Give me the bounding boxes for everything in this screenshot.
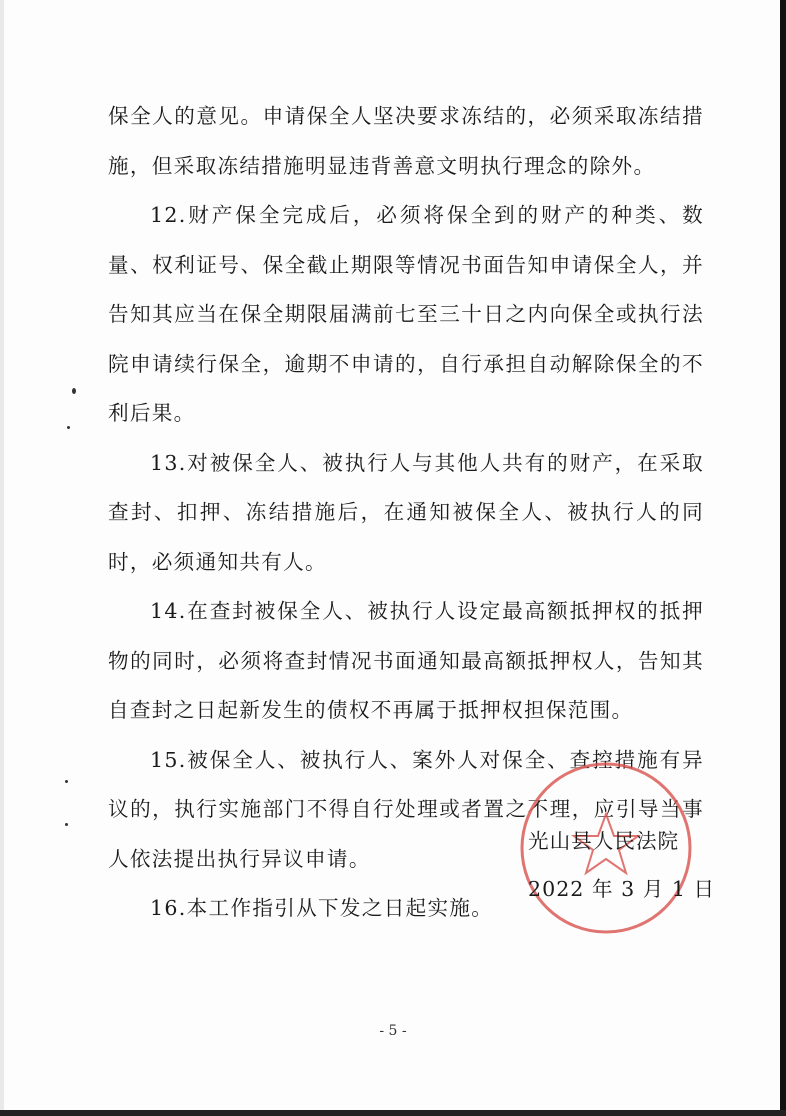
scan-speck	[67, 426, 70, 429]
scan-edge-left	[0, 0, 4, 1116]
scan-speck	[72, 388, 76, 394]
scan-speck	[65, 823, 68, 826]
paragraph-item-14: 14.在查封被保全人、被执行人设定最高额抵押权的抵押物的同时，必须将查封情况书面通知最高额抵押权人，告知其自查封之日起新发生的债权不再属于抵押权担保范围。	[108, 599, 704, 722]
paragraph-item-15: 15.被保全人、被执行人、案外人对保全、查控措施有异议的，执行实施部门不得自行处理或者置之不理，应引导当事人依法提出执行异议申请。	[108, 747, 704, 871]
paragraph-item-12: 12.财产保全完成后，必须将保全到的财产的种类、数量、权利证号、保全截止期限等情况书面告知申请保全人，并告知其应当在保全期限届满前七至三十日之内向保全或执行法院申请续行保全，逾期不申请的，自行承担自动解除保全的不利后果。	[108, 203, 704, 425]
scan-edge-bottom	[0, 1110, 786, 1116]
paragraph-item-16: 16.本工作指引从下发之日起实施。	[150, 896, 494, 920]
signature-date: 2022 年 3 月 1 日	[528, 877, 716, 901]
paragraph-continuation: 保全人的意见。申请保全人坚决要求冻结的，必须采取冻结措施，但采取冻结措施明显违背善意文明执行理念的除外。	[108, 104, 704, 178]
page-number: - 5 -	[379, 1023, 407, 1039]
paragraph-item-13: 13.对被保全人、被执行人与其他人共有的财产，在采取查封、扣押、冻结措施后，在通知被保全人、被执行人的同时，必须通知共有人。	[108, 450, 704, 574]
scan-edge-right	[780, 0, 786, 1116]
signature-block	[528, 817, 718, 913]
court-name: 光山县人民法院	[528, 829, 680, 853]
scan-speck	[65, 780, 68, 783]
